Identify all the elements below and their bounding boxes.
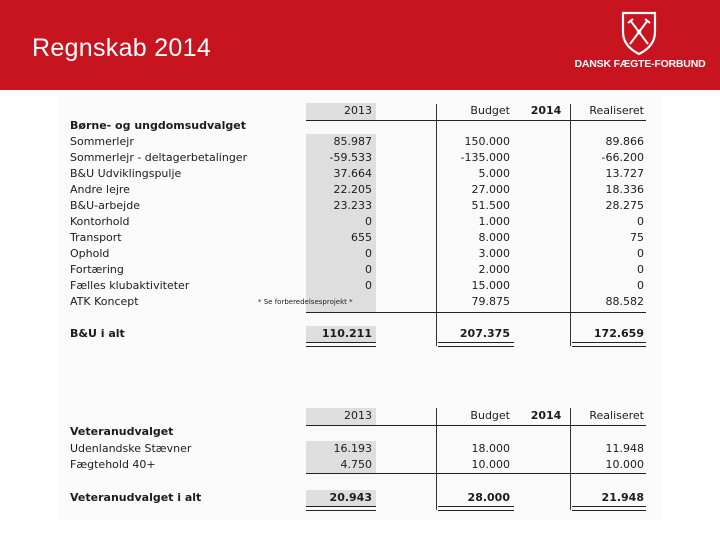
header-2013: 2013	[344, 409, 372, 422]
cell-budget: 2.000	[478, 263, 510, 276]
cell-budget: 3.000	[478, 247, 510, 260]
cell-2013: 4.750	[340, 458, 372, 471]
header-budget: Budget	[470, 104, 510, 117]
row-label: Andre lejre	[70, 183, 130, 196]
cell-2013: 23.233	[333, 199, 372, 212]
cell-budget: 79.875	[471, 295, 510, 308]
table1-column-2013	[306, 134, 372, 310]
total-budget: 207.375	[459, 327, 510, 340]
total-underline	[572, 342, 646, 347]
section-title: Børne- og ungdomsudvalget	[70, 119, 246, 132]
table1-column-realiseret	[574, 134, 644, 310]
cell-2013: 16.193	[333, 442, 372, 455]
total-underline	[306, 342, 376, 347]
cell-2013: 22.205	[333, 183, 372, 196]
total-underline	[438, 342, 514, 347]
section-title: Veteranudvalget	[70, 425, 174, 438]
total-label: Veteranudvalget i alt	[70, 491, 202, 504]
budget-left-rule	[436, 408, 437, 510]
cell-2013: 0	[365, 279, 372, 292]
cell-budget: 18.000	[471, 442, 510, 455]
row-label: Sommerlejr	[70, 135, 134, 148]
slide-header	[0, 0, 720, 90]
cell-realiseret: 0	[637, 263, 644, 276]
cell-realiseret: -66.200	[601, 151, 644, 164]
row-label: Fægtehold 40+	[70, 458, 156, 471]
cell-budget: 10.000	[471, 458, 510, 471]
total-realiseret: 21.948	[601, 491, 644, 504]
brand-name: DANSK FÆGTE-FORBUND	[574, 58, 706, 70]
header-rule	[306, 120, 646, 121]
cell-2013: 0	[365, 215, 372, 228]
row-label: Kontorhold	[70, 215, 130, 228]
real-left-rule	[570, 408, 571, 510]
cell-2013: 655	[351, 231, 372, 244]
header-rule	[306, 425, 646, 426]
cell-2013: 0	[365, 247, 372, 260]
scanned-budget-sheet	[58, 96, 662, 520]
cell-realiseret: 10.000	[605, 458, 644, 471]
table2-rows-labels	[70, 441, 310, 473]
table2-column-2013	[306, 441, 372, 473]
cell-realiseret: 0	[637, 215, 644, 228]
row-label: Ophold	[70, 247, 110, 260]
cell-realiseret: 88.582	[605, 295, 644, 308]
cell-budget: 15.000	[471, 279, 510, 292]
header-2013: 2013	[344, 104, 372, 117]
total-underline	[438, 506, 514, 511]
subtotal-rule	[306, 473, 646, 474]
header-year: 2014	[530, 104, 562, 117]
cell-2013: 37.664	[333, 167, 372, 180]
row-label: ATK Koncept	[70, 295, 139, 308]
brand-logo	[572, 10, 708, 76]
subtotal-rule	[306, 312, 646, 313]
cell-2013: -59.533	[329, 151, 372, 164]
cell-2013: 85.987	[333, 135, 372, 148]
row-label: Sommerlejr - deltagerbetalinger	[70, 151, 248, 164]
cell-realiseret: 18.336	[605, 183, 644, 196]
total-label: B&U i alt	[70, 327, 125, 340]
cell-realiseret: 28.275	[605, 199, 644, 212]
cell-realiseret: 0	[637, 247, 644, 260]
cell-realiseret: 13.727	[605, 167, 644, 180]
row-label: Fælles klubaktiviteter	[70, 279, 190, 292]
total-2013: 20.943	[329, 491, 372, 504]
table1-column-budget	[438, 134, 510, 310]
table2-column-budget	[438, 441, 510, 473]
cell-realiseret: 11.948	[605, 442, 644, 455]
cell-budget: 5.000	[478, 167, 510, 180]
cell-budget: 51.500	[471, 199, 510, 212]
cell-realiseret: 89.866	[605, 135, 644, 148]
total-2013: 110.211	[321, 327, 372, 340]
table1-rows-labels	[70, 134, 310, 310]
fencing-shield-icon	[619, 10, 659, 56]
footnote: * Se forberedelsesprojekt *	[258, 298, 353, 306]
slide-title: Regnskab 2014	[32, 34, 212, 62]
row-label: Transport	[70, 231, 122, 244]
cell-realiseret: 75	[630, 231, 644, 244]
table2-column-realiseret	[574, 441, 644, 473]
header-realiseret: Realiseret	[589, 409, 644, 422]
row-label: B&U-arbejde	[70, 199, 140, 212]
cell-budget: -135.000	[460, 151, 510, 164]
header-year: 2014	[530, 409, 562, 422]
cell-budget: 150.000	[464, 135, 510, 148]
row-label: Udenlandske Stævner	[70, 442, 192, 455]
cell-2013: 0	[365, 263, 372, 276]
total-budget: 28.000	[467, 491, 510, 504]
header-realiseret: Realiseret	[589, 104, 644, 117]
budget-left-rule	[436, 104, 437, 346]
row-label: B&U Udviklingspulje	[70, 167, 182, 180]
cell-realiseret: 0	[637, 279, 644, 292]
cell-budget: 8.000	[478, 231, 510, 244]
real-left-rule	[570, 104, 571, 346]
total-realiseret: 172.659	[593, 327, 644, 340]
cell-budget: 1.000	[478, 215, 510, 228]
total-underline	[306, 506, 376, 511]
header-budget: Budget	[470, 409, 510, 422]
total-underline	[572, 506, 646, 511]
row-label: Fortæring	[70, 263, 124, 276]
cell-budget: 27.000	[471, 183, 510, 196]
